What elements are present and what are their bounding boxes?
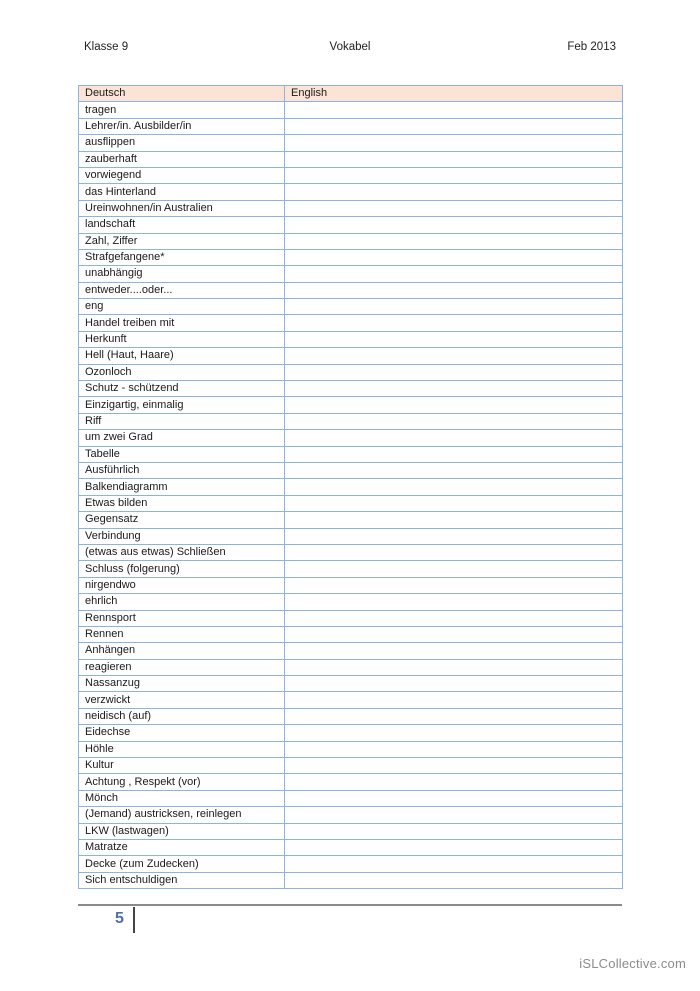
german-word-cell: Anhängen xyxy=(79,643,285,659)
german-word-cell: (Jemand) austricksen, reinlegen xyxy=(79,807,285,823)
table-row xyxy=(79,626,623,642)
table-row xyxy=(79,512,623,528)
table-row xyxy=(79,151,623,167)
english-answer-cell[interactable] xyxy=(285,741,623,757)
german-word-cell: Ausführlich xyxy=(79,462,285,478)
table-row xyxy=(79,217,623,233)
english-answer-cell[interactable] xyxy=(285,364,623,380)
table-row xyxy=(79,807,623,823)
english-answer-cell[interactable] xyxy=(285,676,623,692)
german-word-cell: Zahl, Ziffer xyxy=(79,233,285,249)
table-row xyxy=(79,266,623,282)
english-answer-cell[interactable] xyxy=(285,430,623,446)
english-answer-cell[interactable] xyxy=(285,692,623,708)
german-word-cell: vorwiegend xyxy=(79,167,285,183)
german-word-cell: um zwei Grad xyxy=(79,430,285,446)
english-answer-cell[interactable] xyxy=(285,790,623,806)
english-answer-cell[interactable] xyxy=(285,217,623,233)
english-answer-cell[interactable] xyxy=(285,315,623,331)
german-word-cell: (etwas aus etwas) Schließen xyxy=(79,544,285,560)
german-word-cell: Einzigartig, einmalig xyxy=(79,397,285,413)
table-row xyxy=(79,856,623,872)
watermark: iSLCollective.com xyxy=(579,956,686,971)
german-word-cell: Rennen xyxy=(79,626,285,642)
english-answer-cell[interactable] xyxy=(285,758,623,774)
column-header-deutsch: Deutsch xyxy=(79,86,285,102)
table-row xyxy=(79,462,623,478)
table-row xyxy=(79,872,623,888)
german-word-cell: Mönch xyxy=(79,790,285,806)
table-row xyxy=(79,495,623,511)
table-row xyxy=(79,610,623,626)
page-number-divider xyxy=(133,907,135,933)
table-row xyxy=(79,430,623,446)
german-word-cell: Balkendiagramm xyxy=(79,479,285,495)
german-word-cell: Achtung , Respekt (vor) xyxy=(79,774,285,790)
english-answer-cell[interactable] xyxy=(285,872,623,888)
german-word-cell: Höhle xyxy=(79,741,285,757)
table-row xyxy=(79,315,623,331)
header-date: Feb 2013 xyxy=(567,41,616,53)
english-answer-cell[interactable] xyxy=(285,643,623,659)
german-word-cell: Hell (Haut, Haare) xyxy=(79,348,285,364)
page-header xyxy=(84,41,616,57)
german-word-cell: Handel treiben mit xyxy=(79,315,285,331)
english-answer-cell[interactable] xyxy=(285,479,623,495)
table-row xyxy=(79,299,623,315)
english-answer-cell[interactable] xyxy=(285,610,623,626)
page-number: 5 xyxy=(115,910,124,927)
table-row xyxy=(79,331,623,347)
english-answer-cell[interactable] xyxy=(285,102,623,118)
table-row xyxy=(79,446,623,462)
table-row xyxy=(79,790,623,806)
english-answer-cell[interactable] xyxy=(285,446,623,462)
english-answer-cell[interactable] xyxy=(285,331,623,347)
table-row xyxy=(79,233,623,249)
german-word-cell: reagieren xyxy=(79,659,285,675)
table-row xyxy=(79,643,623,659)
german-word-cell: Tabelle xyxy=(79,446,285,462)
table-row xyxy=(79,741,623,757)
table-row xyxy=(79,544,623,560)
table-row xyxy=(79,659,623,675)
german-word-cell: nirgendwo xyxy=(79,577,285,593)
english-answer-cell[interactable] xyxy=(285,381,623,397)
german-word-cell: Riff xyxy=(79,413,285,429)
german-word-cell: Eidechse xyxy=(79,725,285,741)
english-answer-cell[interactable] xyxy=(285,577,623,593)
german-word-cell: Etwas bilden xyxy=(79,495,285,511)
column-header-english: English xyxy=(285,86,623,102)
table-row xyxy=(79,413,623,429)
english-answer-cell[interactable] xyxy=(285,856,623,872)
english-answer-cell[interactable] xyxy=(285,151,623,167)
table-row xyxy=(79,348,623,364)
header-title: Vokabel xyxy=(329,41,371,53)
table-row xyxy=(79,708,623,724)
table-row xyxy=(79,102,623,118)
german-word-cell: Herkunft xyxy=(79,331,285,347)
table-row xyxy=(79,561,623,577)
table-row xyxy=(79,758,623,774)
table-header-row xyxy=(79,86,623,102)
table-row xyxy=(79,676,623,692)
german-word-cell: neidisch (auf) xyxy=(79,708,285,724)
german-word-cell: LKW (lastwagen) xyxy=(79,823,285,839)
table-row xyxy=(79,249,623,265)
table-row xyxy=(79,823,623,839)
english-answer-cell[interactable] xyxy=(285,348,623,364)
german-word-cell: Schutz - schützend xyxy=(79,381,285,397)
footer-rule xyxy=(78,904,622,906)
table-row xyxy=(79,397,623,413)
german-word-cell: Nassanzug xyxy=(79,676,285,692)
german-word-cell: Rennsport xyxy=(79,610,285,626)
german-word-cell: tragen xyxy=(79,102,285,118)
english-answer-cell[interactable] xyxy=(285,725,623,741)
german-word-cell: Ureinwohnen/in Australien xyxy=(79,200,285,216)
german-word-cell: verzwickt xyxy=(79,692,285,708)
english-answer-cell[interactable] xyxy=(285,544,623,560)
german-word-cell: Matratze xyxy=(79,839,285,855)
english-answer-cell[interactable] xyxy=(285,528,623,544)
table-row xyxy=(79,118,623,134)
german-word-cell: Sich entschuldigen xyxy=(79,872,285,888)
table-row xyxy=(79,381,623,397)
english-answer-cell[interactable] xyxy=(285,659,623,675)
english-answer-cell[interactable] xyxy=(285,839,623,855)
german-word-cell: das Hinterland xyxy=(79,184,285,200)
english-answer-cell[interactable] xyxy=(285,561,623,577)
english-answer-cell[interactable] xyxy=(285,282,623,298)
table-row xyxy=(79,774,623,790)
english-answer-cell[interactable] xyxy=(285,233,623,249)
english-answer-cell[interactable] xyxy=(285,594,623,610)
table-row xyxy=(79,577,623,593)
header-class: Klasse 9 xyxy=(84,41,129,53)
table-row xyxy=(79,479,623,495)
english-answer-cell[interactable] xyxy=(285,397,623,413)
german-word-cell: ausflippen xyxy=(79,135,285,151)
english-answer-cell[interactable] xyxy=(285,495,623,511)
german-word-cell: unabhängig xyxy=(79,266,285,282)
table-row xyxy=(79,135,623,151)
table-row xyxy=(79,184,623,200)
german-word-cell: eng xyxy=(79,299,285,315)
german-word-cell: zauberhaft xyxy=(79,151,285,167)
english-answer-cell[interactable] xyxy=(285,184,623,200)
english-answer-cell[interactable] xyxy=(285,266,623,282)
english-answer-cell[interactable] xyxy=(285,118,623,134)
table-row xyxy=(79,839,623,855)
english-answer-cell[interactable] xyxy=(285,462,623,478)
english-answer-cell[interactable] xyxy=(285,167,623,183)
german-word-cell: landschaft xyxy=(79,217,285,233)
english-answer-cell[interactable] xyxy=(285,299,623,315)
table-row xyxy=(79,594,623,610)
english-answer-cell[interactable] xyxy=(285,249,623,265)
german-word-cell: entweder....oder... xyxy=(79,282,285,298)
english-answer-cell[interactable] xyxy=(285,823,623,839)
german-word-cell: Decke (zum Zudecken) xyxy=(79,856,285,872)
german-word-cell: Verbindung xyxy=(79,528,285,544)
table-body xyxy=(79,102,623,889)
table-row xyxy=(79,528,623,544)
table-row xyxy=(79,282,623,298)
table-row xyxy=(79,200,623,216)
german-word-cell: ehrlich xyxy=(79,594,285,610)
german-word-cell: Ozonloch xyxy=(79,364,285,380)
english-answer-cell[interactable] xyxy=(285,512,623,528)
table-row xyxy=(79,692,623,708)
english-answer-cell[interactable] xyxy=(285,626,623,642)
german-word-cell: Kultur xyxy=(79,758,285,774)
english-answer-cell[interactable] xyxy=(285,413,623,429)
table-row xyxy=(79,364,623,380)
english-answer-cell[interactable] xyxy=(285,807,623,823)
german-word-cell: Lehrer/in. Ausbilder/in xyxy=(79,118,285,134)
german-word-cell: Schluss (folgerung) xyxy=(79,561,285,577)
english-answer-cell[interactable] xyxy=(285,200,623,216)
english-answer-cell[interactable] xyxy=(285,774,623,790)
german-word-cell: Strafgefangene* xyxy=(79,249,285,265)
table-row xyxy=(79,167,623,183)
table-row xyxy=(79,725,623,741)
english-answer-cell[interactable] xyxy=(285,708,623,724)
german-word-cell: Gegensatz xyxy=(79,512,285,528)
vocabulary-table xyxy=(78,85,623,889)
english-answer-cell[interactable] xyxy=(285,135,623,151)
